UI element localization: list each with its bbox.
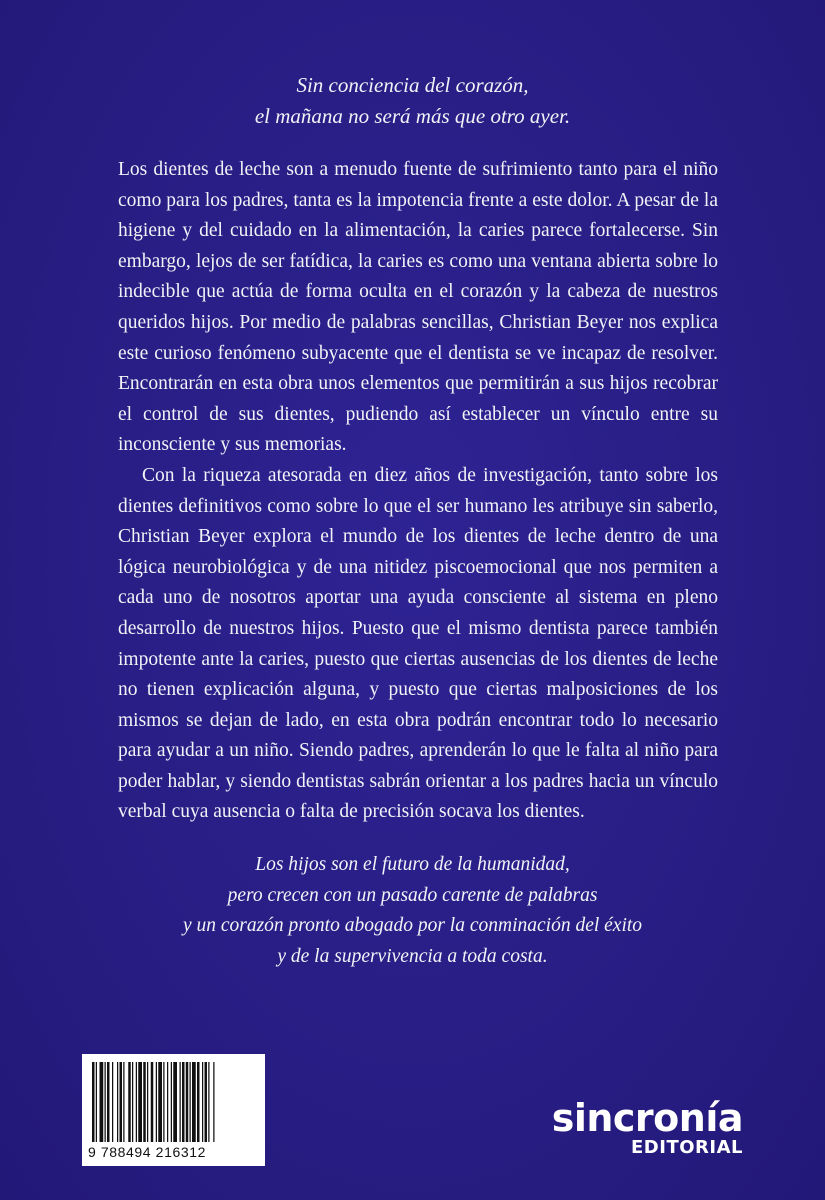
barcode-bar [186, 1062, 189, 1142]
barcode-bar [190, 1062, 191, 1142]
closing-quote [0, 850, 825, 972]
publisher-logo [552, 1098, 743, 1158]
synopsis-paragraph-1: Los dientes de leche son a menudo fuente de sufrimiento tanto para el niño como para los padres, tanta es la impotencia frente a este dolor. A pesar de la higiene y del cuidado en la alimentación, la caries parece fortalecerse. Sin embargo, lejos de ser fatídica, la caries es como una ventana abierta sobre lo indecible que actúa de forma oculta en el corazón y la cabeza de nuestros queridos hijos. Por medio de palabras sencillas, Christian Beyer nos explica este curioso fenómeno subyacente que el dentista se ve incapaz de resolver. Encontrarán en esta obra unos elementos que permitirán a sus hijos recobrar el control de sus dientes, pudiendo así establecer un vínculo entre su inconsciente y sus memorias. [118, 159, 718, 456]
barcode-bar [202, 1062, 203, 1142]
barcode-bar [156, 1062, 157, 1142]
synopsis [118, 155, 718, 828]
barcode-bar [182, 1062, 185, 1142]
closing-line-4: y de la supervivencia a toda costa. [277, 945, 548, 967]
barcode-bars [90, 1062, 257, 1142]
barcode-bar [128, 1062, 131, 1142]
barcode-bar [192, 1062, 196, 1142]
barcode-bar [147, 1062, 148, 1142]
barcode-bar [138, 1062, 142, 1142]
barcode-bar [151, 1062, 154, 1142]
barcode-bar [123, 1062, 124, 1142]
barcode-bar [171, 1062, 172, 1142]
barcode-bar [143, 1062, 146, 1142]
barcode-bar [105, 1062, 106, 1142]
barcode-bar [112, 1062, 113, 1142]
barcode-digits: 9 788494 216312 [88, 1144, 206, 1160]
barcode-bar [213, 1062, 214, 1142]
barcode-bar [100, 1062, 104, 1142]
epigraph-line-2: el mañana no será más que otro ayer. [254, 104, 571, 128]
isbn-barcode [82, 1054, 265, 1166]
barcode-bar [120, 1062, 123, 1142]
epigraph-quote [0, 70, 825, 132]
barcode-bar [136, 1062, 137, 1142]
barcode-bar [180, 1062, 181, 1142]
epigraph-line-1: Sin conciencia del corazón, [296, 73, 529, 97]
barcode-bar [197, 1062, 200, 1142]
barcode-bar [205, 1062, 208, 1142]
barcode-bar [163, 1062, 164, 1142]
closing-line-3: y un corazón pronto abogado por la conminación del éxito [182, 915, 643, 936]
synopsis-paragraph-2: Con la riqueza atesorada en diez años de investigación, tanto sobre los dientes definitivos como sobre lo que el ser humano les atribuye sin saberlo, Christian Beyer explora el mundo de los dientes de leche dentro de una lógica neurobiológica y de una nitidez piscoemocional que nos permiten a cada uno de nosotros aportar una ayuda consciente al sistema en pleno desarrollo de nuestros hijos. Puesto que el mismo dentista parece también impotente ante la caries, puesto que ciertas ausencias de los dientes de leche no tienen explicación alguna, y puesto que ciertas malposiciones de los mismos se dejan de lado, en esta obra podrán encontrar todo lo necesario para ayudar a un niño. Siendo padres, aprenderán lo que le falta al niño para poder hablar, y siendo dentistas sabrán orientar a los padres hacia un vínculo verbal cuya ausencia o falta de precisión socava los dientes. [118, 464, 718, 823]
closing-line-2: pero crecen con un pasado carente de palabras [227, 884, 598, 906]
publisher-name: sincronía [551, 1096, 743, 1140]
barcode-bar [92, 1062, 95, 1142]
barcode-bar [173, 1062, 177, 1142]
publisher-subtitle: EDITORIAL [631, 1137, 743, 1158]
barcode-bar [96, 1062, 97, 1142]
barcode-bar [208, 1062, 209, 1142]
barcode-bar [132, 1062, 133, 1142]
barcode-bar [107, 1062, 110, 1142]
closing-line-1: Los hijos son el futuro de la humanidad, [255, 854, 570, 875]
barcode-bar [158, 1062, 162, 1142]
barcode-bar [117, 1062, 118, 1142]
barcode-bar [167, 1062, 168, 1142]
